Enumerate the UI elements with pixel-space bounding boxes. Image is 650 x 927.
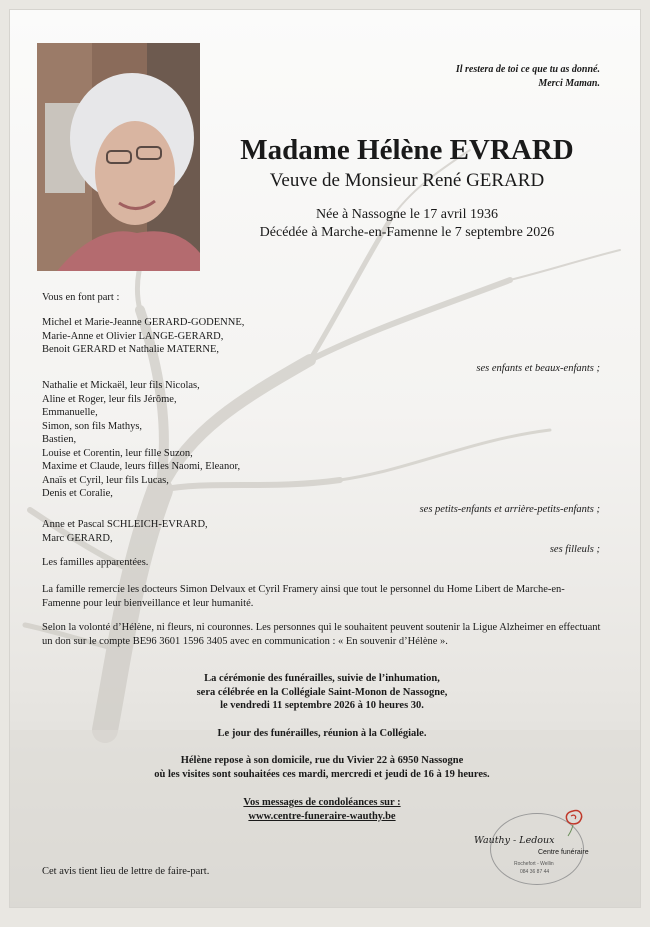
portrait-photo — [37, 43, 200, 271]
grandchildren-label: ses petits-enfants et arrière-petits-enfants ; — [419, 504, 600, 515]
logo-name: Wauthy - Ledoux — [474, 835, 555, 846]
godchildren-list — [42, 518, 208, 545]
ceremony-line: La cérémonie des funérailles, suivie de l’inhumation, — [204, 673, 440, 684]
list-item: Anne et Pascal SCHLEICH-EVRARD, — [42, 519, 208, 530]
thanks-paragraph: La famille remercie les docteurs Simon Delvaux et Cyril Framery ainsi que tout le personnel du Home Libert de Marche-en-Famenne pour leur bienveillance et leur humanité. — [42, 584, 565, 609]
list-item: Michel et Marie-Jeanne GERARD-GODENNE, — [42, 317, 245, 328]
list-item: Benoit GERARD et Nathalie MATERNE, — [42, 344, 220, 355]
wishes-paragraph: Selon la volonté d’Hélène, ni fleurs, ni couronnes. Les personnes qui le souhaitent peuvent soutenir la Ligue Alzheimer en effectuant un don sur le compte BE96 3601 1596 3405 avec en communication : « En souvenir d’Hélène ». — [42, 622, 601, 647]
portrait-illustration — [37, 43, 200, 271]
funeral-home-logo[interactable] — [468, 805, 600, 885]
rest-line: où les visites sont souhaitées ces mardi, mercredi et jeudi de 16 à 19 heures. — [154, 768, 490, 780]
condolences-link[interactable]: www.centre-funeraire-wauthy.be — [248, 810, 396, 822]
list-item: Denis et Coralie, — [42, 488, 113, 499]
grandchildren-list — [42, 379, 240, 501]
death-info: Décédée à Marche-en-Famenne le 7 septembre 2026 — [259, 225, 555, 240]
ceremony-line: sera célébrée en la Collégiale Saint-Monon de Nassogne, — [196, 686, 448, 698]
footer-note: Cet avis tient lieu de lettre de faire-part. — [42, 866, 210, 877]
logo-phone: 084 36 87 44 — [520, 869, 550, 875]
list-item: Emmanuelle, — [42, 407, 98, 418]
list-item: Aline et Roger, leur fils Jérôme, — [42, 393, 177, 405]
intro-text: Vous en font part : — [42, 292, 120, 303]
list-item: Bastien, — [42, 434, 77, 445]
deceased-name: Madame Hélène EVRARD — [240, 134, 574, 166]
ceremony-line: le vendredi 11 septembre 2026 à 10 heures 30. — [220, 700, 424, 711]
children-list — [42, 316, 244, 357]
rose-icon — [560, 807, 586, 837]
list-item: Anaïs et Cyril, leur fils Lucas, — [42, 474, 169, 486]
children-label: ses enfants et beaux-enfants ; — [476, 363, 600, 374]
list-item: Marc GERARD, — [42, 532, 113, 544]
birth-info: Née à Nassogne le 17 avril 1936 — [316, 207, 498, 222]
list-item: Maxime et Claude, leurs filles Naomi, Eleanor, — [42, 461, 241, 472]
condolences-label: Vos messages de condoléances sur : — [243, 797, 401, 808]
rest-block — [42, 754, 602, 781]
list-item: Louise et Corentin, leur fille Suzon, — [42, 447, 193, 459]
gathering-text: Le jour des funérailles, réunion à la Collégiale. — [217, 728, 427, 739]
quote-block — [456, 63, 600, 91]
godchildren-label: ses filleuls ; — [549, 544, 600, 555]
rest-line: Hélène repose à son domicile, rue du Vivier 22 à 6950 Nassogne — [180, 755, 464, 766]
list-item: Nathalie et Mickaël, leur fils Nicolas, — [42, 380, 200, 391]
widow-of: Veuve de Monsieur René GERARD — [269, 170, 545, 191]
quote-line-1: Il restera de toi ce que tu as donné. — [455, 64, 600, 75]
logo-locations: Rochefort - Wellin — [514, 861, 554, 867]
list-item: Simon, son fils Mathys, — [42, 420, 143, 432]
families-text: Les familles apparentées. — [42, 557, 149, 568]
quote-line-2: Merci Maman. — [538, 78, 600, 89]
logo-subtitle: Centre funéraire — [538, 849, 589, 856]
ceremony-block — [42, 672, 602, 713]
obituary-page — [10, 10, 640, 907]
list-item: Marie-Anne et Olivier LANGE-GERARD, — [42, 330, 224, 342]
